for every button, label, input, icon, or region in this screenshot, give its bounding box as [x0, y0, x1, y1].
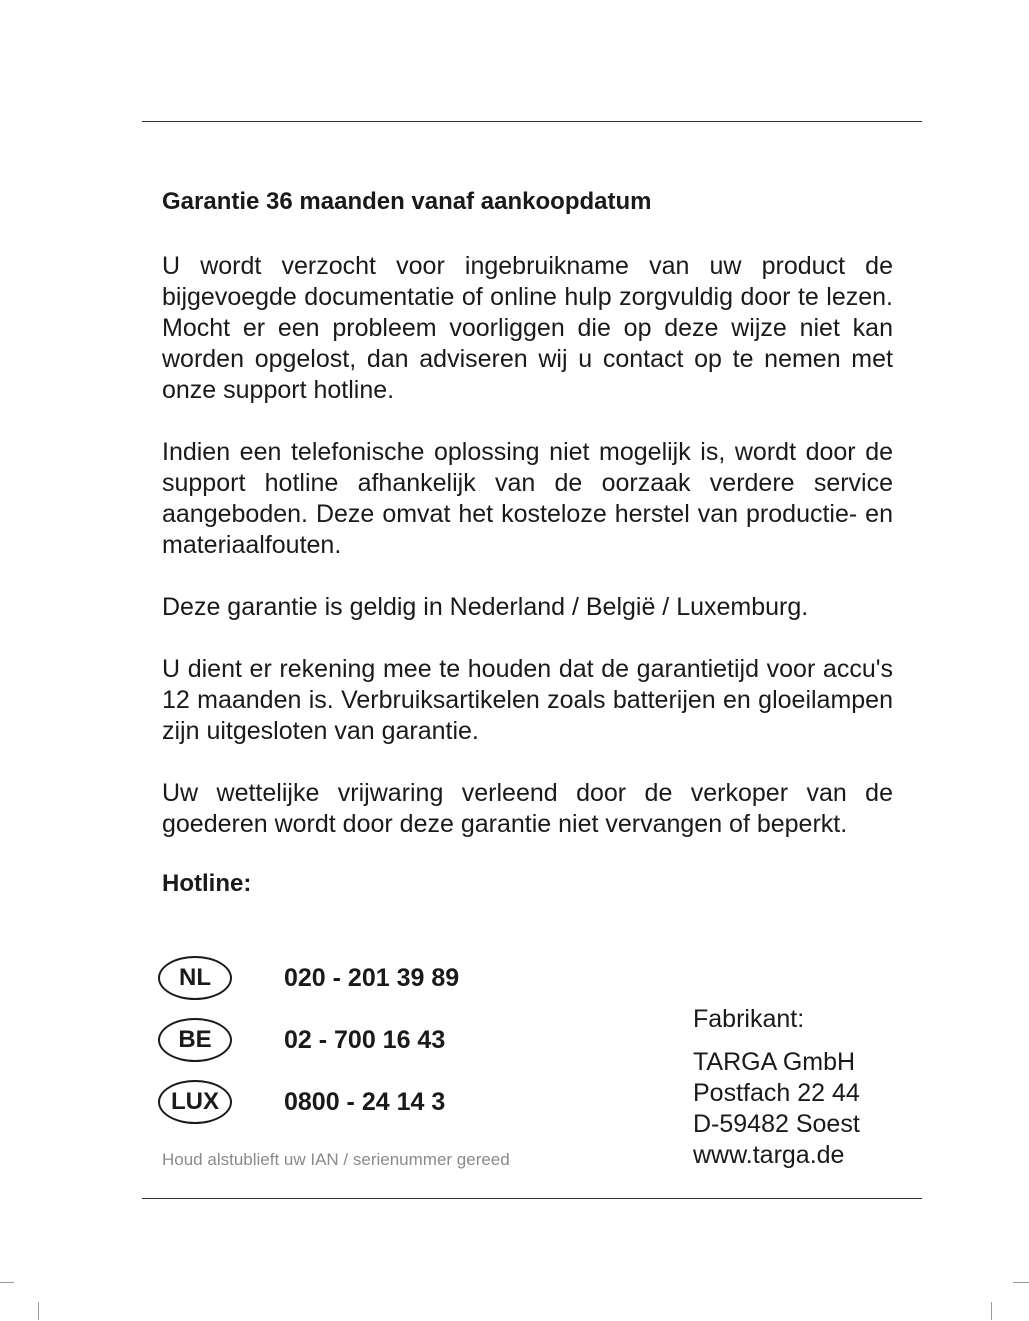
- paragraph-battery: U dient er rekening mee te houden dat de garantietijd voor accu's 12 maanden is. Verbruiksartikelen zoals batterijen en gloeilampen zijn uitgesloten van garantie.: [162, 655, 893, 745]
- warranty-text: [162, 183, 893, 903]
- crop-mark: [991, 1302, 992, 1320]
- crop-mark: [38, 1302, 39, 1320]
- phone-number-be: 02 - 700 16 43: [284, 1025, 446, 1054]
- crop-mark: [1013, 1282, 1029, 1283]
- manufacturer-name: TARGA GmbH: [693, 1048, 856, 1076]
- manufacturer-label: Fabrikant:: [693, 1005, 805, 1033]
- phone-number-lux: 0800 - 24 14 3: [284, 1087, 446, 1116]
- hotline-row-be: [158, 1015, 578, 1065]
- hotline-title: Hotline:: [162, 870, 252, 897]
- top-rule: [142, 121, 922, 122]
- manufacturer-website: www.targa.de: [693, 1141, 845, 1169]
- hotline-row-nl: [158, 953, 578, 1003]
- manufacturer-city: D-59482 Soest: [693, 1110, 860, 1138]
- hotline-list: [158, 953, 578, 1139]
- serial-number-note: Houd alstublieft uw IAN / serienummer gereed: [162, 1150, 510, 1169]
- manufacturer-street: Postfach 22 44: [693, 1079, 860, 1107]
- paragraph-service: Indien een telefonische oplossing niet mogelijk is, wordt door de support hotline afhankelijk van de oorzaak verdere service aangeboden. Deze omvat het kosteloze herstel van productie- en materiaalfouten.: [162, 438, 893, 559]
- paragraph-usage: U wordt verzocht voor ingebruikname van uw product de bijgevoegde documentatie of online hulp zorgvuldig door te lezen. Mocht er een probleem voorliggen die op deze wijze niet kan worden opgelost, dan adviseren wij u contact op te nemen met onze support hotline.: [162, 252, 893, 404]
- country-badge-be: BE: [158, 1018, 232, 1062]
- bottom-rule: [142, 1198, 922, 1199]
- hotline-row-lux: [158, 1077, 578, 1127]
- paragraph-legal: Uw wettelijke vrijwaring verleend door de verkoper van de goederen wordt door deze garantie niet vervangen of beperkt.: [162, 779, 893, 838]
- country-badge-nl: NL: [158, 956, 232, 1000]
- country-badge-lux: LUX: [158, 1080, 232, 1124]
- paragraph-validity: Deze garantie is geldig in Nederland / België / Luxemburg.: [162, 593, 809, 621]
- warranty-heading: Garantie 36 maanden vanaf aankoopdatum: [162, 188, 652, 215]
- crop-mark: [0, 1282, 14, 1283]
- manufacturer-block: [693, 1004, 860, 1171]
- phone-number-nl: 020 - 201 39 89: [284, 963, 460, 992]
